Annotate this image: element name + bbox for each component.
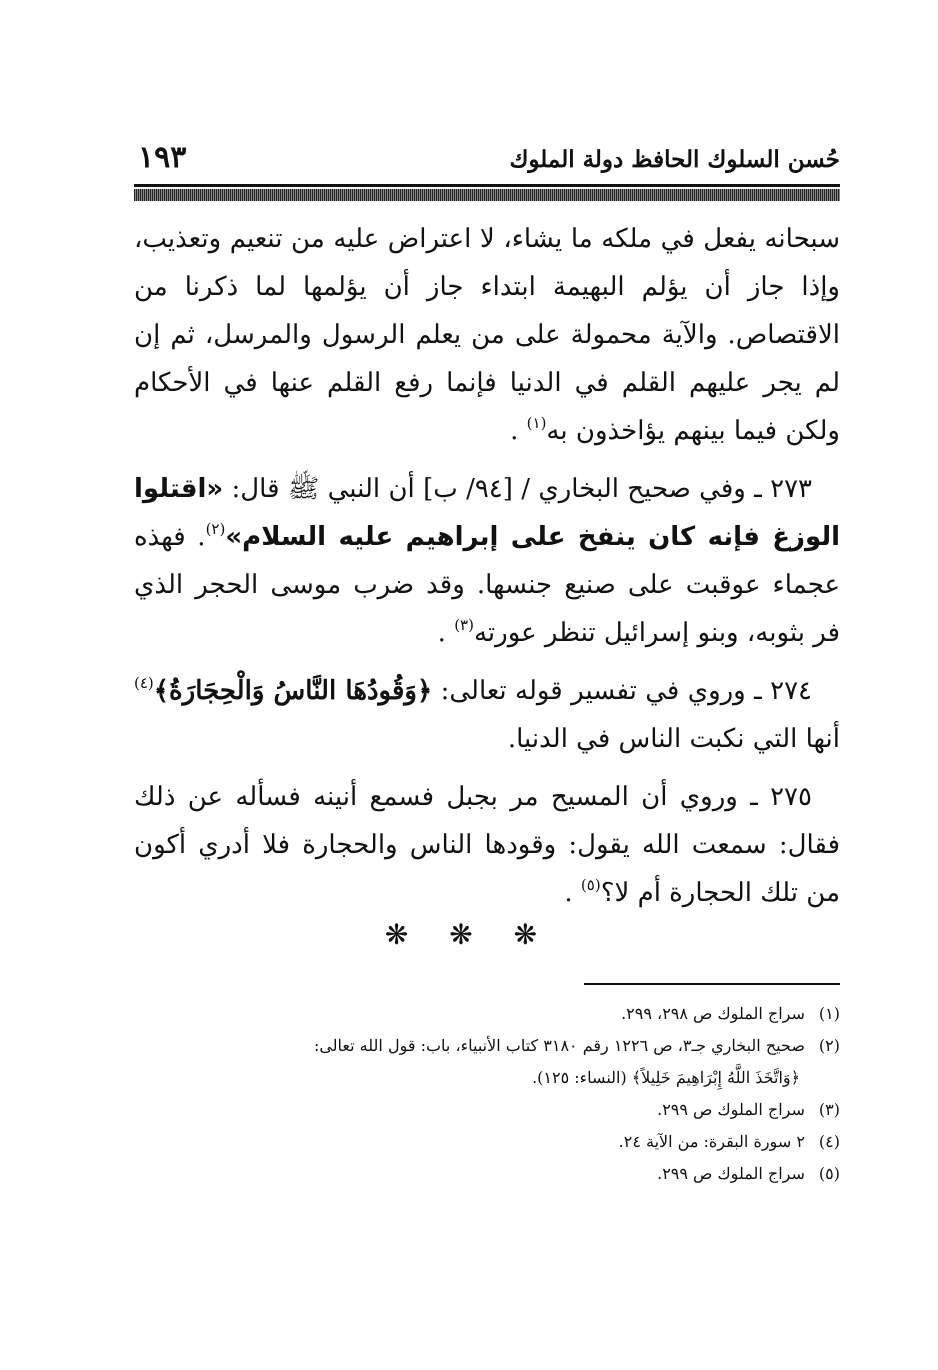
footnote-text: صحيح البخاري جـ٣، ص ١٢٢٦ رقم ٣١٨٠ كتاب الأنبياء، باب: قول الله تعالى: bbox=[313, 1036, 805, 1055]
hadith-quote: «اقتلوا الوزغ فإنه كان ينفخ على إبراهيم عليه السلام» bbox=[134, 474, 840, 552]
paragraph-1 bbox=[134, 215, 840, 455]
footnote-text: سراج الملوك ص ٢٩٩. bbox=[657, 1100, 805, 1119]
footnote-2-continuation: ﴿وَاتَّخَذَ اللَّهُ إِبْرَاهِيمَ خَلِيلاً﴾ (النساء: ١٢٥). bbox=[532, 1068, 800, 1087]
footnote-marker: (٣) bbox=[818, 1100, 840, 1119]
quran-verse: ﴿وَقُودُهَا النَّاسُ وَالْحِجَارَةُ﴾ bbox=[153, 676, 433, 706]
main-text bbox=[134, 215, 840, 927]
running-title: حُسن السلوك الحافظ دولة الملوك bbox=[509, 146, 840, 173]
footnote-rule bbox=[584, 983, 840, 985]
paragraph-text: سبحانه يفعل في ملكه ما يشاء، لا اعتراض عليه من تنعيم وتعذيب، وإذا جاز أن يؤلم البهيمة ابتداء جاز أن يؤلمها لما ذكرنا من الاقتصاص. والآية محمولة على من يعلم الرسول والمرسل، ثم إن لم يجر عليهم القلم في الدنيا فإنما رفع القلم عنها في الأحكام ولكن فيما بينهم يؤاخذون به bbox=[134, 224, 840, 446]
paragraph-275 bbox=[134, 773, 840, 917]
paragraph-text: . فهذه عجماء عوقبت على صنيع جنسها. وقد ضرب موسى الحجر الذي فر بثوبه، وبنو إسرائيل تنظر عورته bbox=[134, 522, 840, 648]
paragraph-text: ٢٧٥ ـ وروي أن المسيح مر بجبل فسمع أنينه فسأله عن ذلك فقال: سمعت الله يقول: وقودها الناس والحجارة فلا أدري أكون من تلك الحجارة أم لا؟ bbox=[134, 782, 840, 908]
page-number: ١٩٣ bbox=[138, 140, 187, 175]
paragraph-end: . bbox=[510, 416, 527, 446]
paragraph-end: . bbox=[564, 878, 581, 908]
footnote-5 bbox=[134, 1158, 840, 1190]
paragraph-text: ٢٧٣ ـ وفي صحيح البخاري / [٩٤/ ب] أن النبي ﷺ قال: bbox=[223, 474, 813, 504]
footnote-ref-2: (٢) bbox=[205, 520, 226, 538]
footnote-marker: (٤) bbox=[818, 1132, 840, 1151]
footnotes bbox=[134, 998, 840, 1190]
paragraph-273 bbox=[134, 465, 840, 657]
footnote-ref-5: (٥) bbox=[580, 876, 601, 894]
footnote-marker: (٥) bbox=[818, 1164, 840, 1183]
footnote-marker: (٢) bbox=[818, 1036, 840, 1055]
footnote-2 bbox=[134, 1030, 840, 1062]
section-separator: ❋ ❋ ❋ bbox=[384, 918, 554, 951]
footnote-text: ٢ سورة البقرة: من الآية ٢٤. bbox=[618, 1132, 805, 1151]
header-band bbox=[134, 189, 840, 201]
footnote-1 bbox=[134, 998, 840, 1030]
footnote-ref-3: (٣) bbox=[454, 616, 474, 634]
paragraph-text: أنها التي نكبت الناس في الدنيا. bbox=[507, 724, 840, 754]
footnote-ref-4: (٤) bbox=[134, 674, 154, 692]
footnote-3 bbox=[134, 1094, 840, 1126]
page-header bbox=[134, 140, 840, 184]
footnote-text: سراج الملوك ص ٢٩٩. bbox=[657, 1164, 805, 1183]
header-rule bbox=[134, 184, 840, 187]
footnote-text: سراج الملوك ص ٢٩٨، ٢٩٩. bbox=[621, 1004, 805, 1023]
paragraph-end: . bbox=[437, 618, 455, 648]
footnote-marker: (١) bbox=[818, 1004, 840, 1023]
footnote-ref-1: (١) bbox=[526, 414, 547, 432]
paragraph-274 bbox=[134, 667, 840, 763]
footnote-4 bbox=[134, 1126, 840, 1158]
paragraph-text: ٢٧٤ ـ وروي في تفسير قوله تعالى: bbox=[432, 676, 813, 706]
